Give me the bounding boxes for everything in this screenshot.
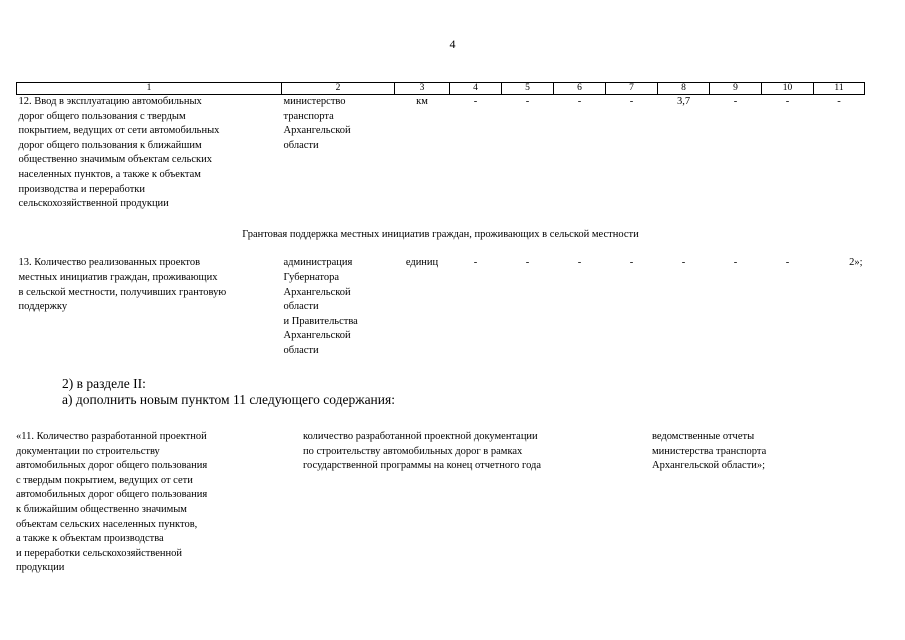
value-cell: - — [473, 96, 478, 107]
value-cell: - — [733, 257, 738, 269]
definition-source: ведомственные отчеты министерства транспорта Архангельской области»; — [652, 431, 767, 472]
value-cell: - — [837, 96, 841, 107]
column-header: 5 — [502, 83, 554, 95]
table-header-row — [17, 83, 865, 95]
column-header: 6 — [554, 83, 606, 95]
indicator-name: 13. Количество реализованных проектов местных инициатив граждан, проживающих в сельской местности, получивших грантовую поддержку — [18, 257, 227, 313]
amendment-line: 2) в разделе II: — [62, 376, 146, 391]
column-header: 7 — [606, 83, 658, 95]
value-cell: - — [525, 257, 530, 269]
value-cell: - — [785, 96, 790, 107]
amendment-text — [62, 376, 395, 408]
column-header: 2 — [282, 83, 395, 95]
table-row-12 — [17, 95, 865, 212]
indicators-table — [16, 82, 865, 359]
definition-indicator: «11. Количество разработанной проектной документации по строительству автомобильных дорог общего пользования с твердым покрытием, ведущих от сети автомобильных дорог общего пользования к ближайшим общественно значимым объектам сельских населенных пунктов, а также к объектам производства и переработки сельскохозяйственной продукции — [16, 431, 208, 574]
column-header: 4 — [450, 83, 502, 95]
value-cell: 2»; — [849, 257, 863, 269]
value-cell: 3,7 — [676, 96, 691, 107]
column-header: 1 — [17, 83, 282, 95]
value-cell: - — [733, 96, 738, 107]
value-cell: - — [473, 257, 478, 269]
table-row-13 — [17, 256, 865, 358]
column-header: 3 — [395, 83, 450, 95]
column-header: 9 — [710, 83, 762, 95]
value-cell: - — [629, 257, 634, 269]
page-number: 4 — [449, 37, 456, 51]
responsible-authority: администрация Губернатора Архангельской области и Правительства Архангельской области — [283, 257, 358, 356]
definition-method: количество разработанной проектной документации по строительству автомобильных дорог в рамках государственной программы на конец отчетного года — [303, 431, 542, 472]
column-header: 8 — [658, 83, 710, 95]
column-header: 11 — [814, 83, 865, 95]
value-cell: - — [577, 257, 582, 269]
value-cell: - — [785, 257, 790, 269]
unit-cell: км — [416, 96, 428, 107]
section-title: Грантовая поддержка местных инициатив граждан, проживающих в сельской местности — [242, 228, 639, 240]
value-cell: - — [525, 96, 530, 107]
value-cell: - — [629, 96, 634, 107]
section-row — [17, 212, 865, 257]
responsible-authority: министерство транспорта Архангельской области — [283, 96, 351, 151]
value-cell: - — [681, 257, 686, 269]
unit-cell: единиц — [405, 257, 439, 269]
column-header: 10 — [762, 83, 814, 95]
indicator-name: 12. Ввод в эксплуатацию автомобильных дорог общего пользования с твердым покрытием, ведущих от сети автомобильных дорог общего пользования к ближайшим общественно значимым объектам сельских населенных пунктов, а также к объектам производства и переработки сельскохозяйственной продукции — [18, 96, 220, 210]
value-cell: - — [577, 96, 582, 107]
amendment-line: а) дополнить новым пунктом 11 следующего содержания: — [62, 392, 395, 407]
